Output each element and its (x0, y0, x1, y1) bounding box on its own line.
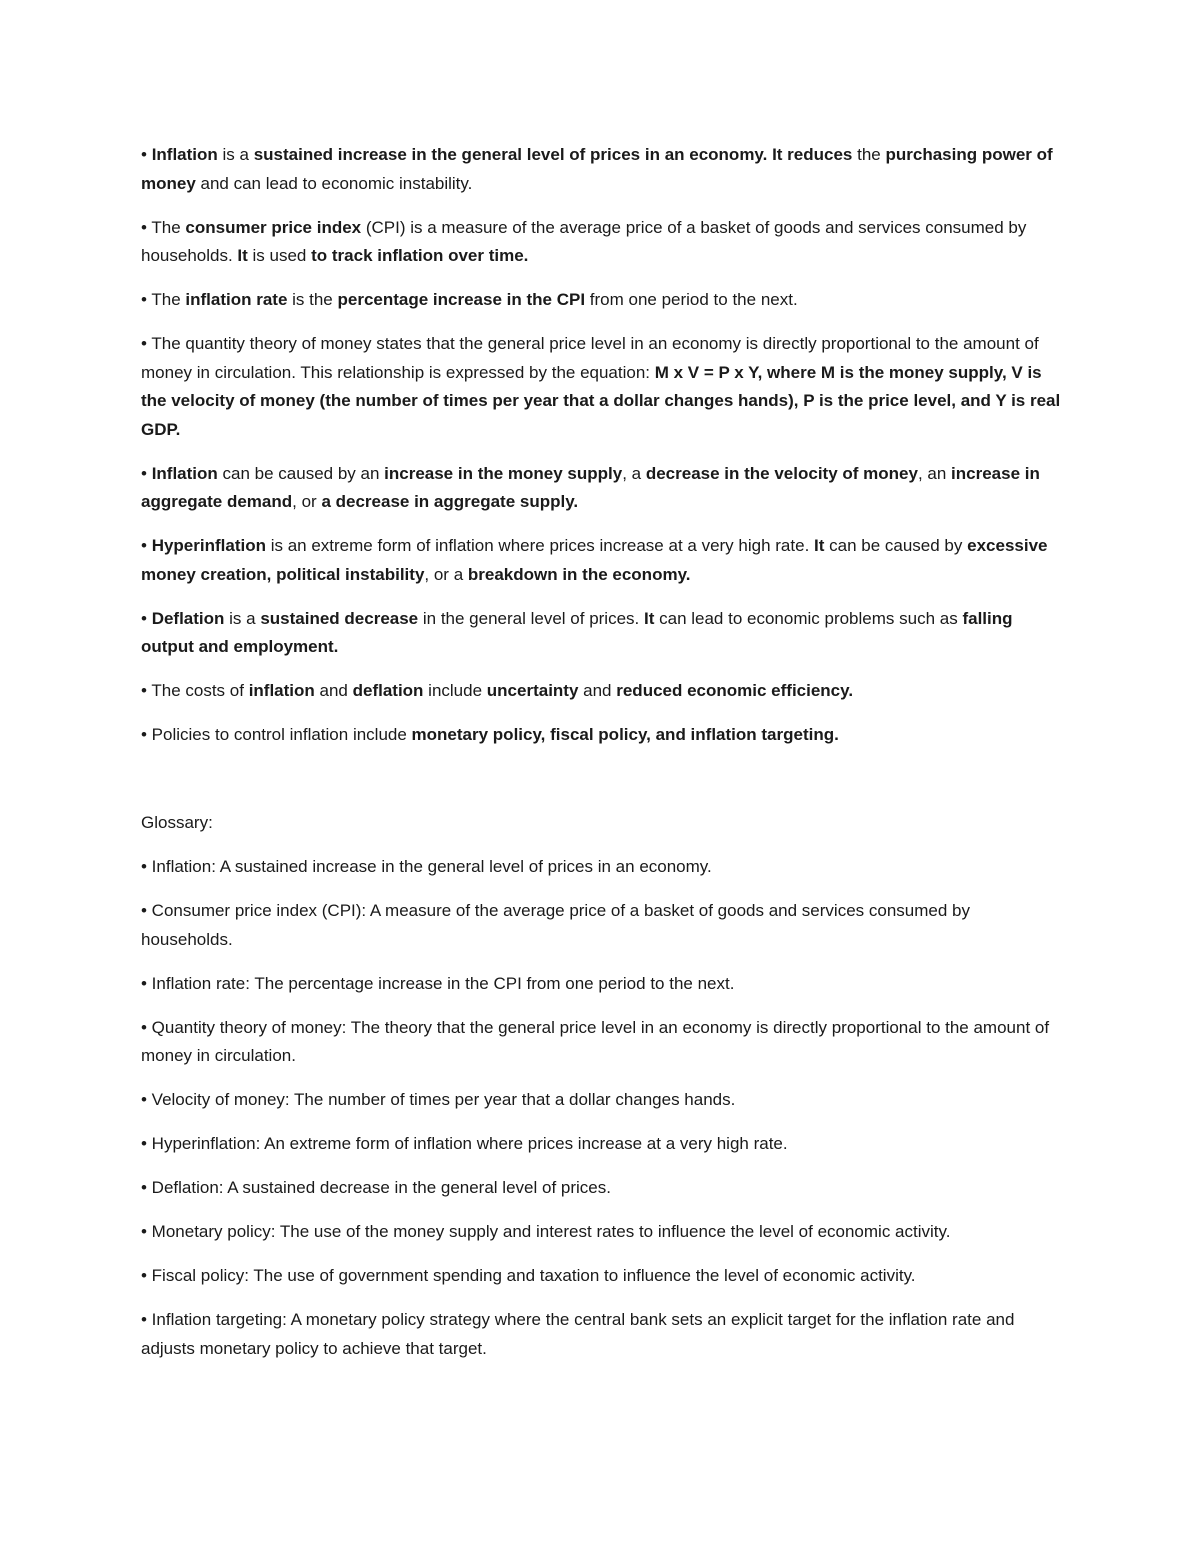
text: , or (292, 492, 322, 511)
text: in the general level of prices. (418, 608, 644, 628)
text: • The (141, 290, 186, 309)
text: is the (287, 290, 338, 309)
text: • Policies to control inflation include (141, 725, 412, 744)
note-paragraph (141, 141, 1061, 198)
glossary-item: • Fiscal policy: The use of government spending and taxation to influence the level of economic activity. (141, 1266, 916, 1285)
text: • (141, 145, 152, 164)
text: • (141, 536, 152, 555)
text: • The (141, 217, 186, 237)
glossary-item: • Monetary policy: The use of the money supply and interest rates to influence the level of economic activity. (141, 1222, 951, 1241)
bold-text: decrease in the velocity of money (645, 463, 918, 483)
text: can be caused by (824, 536, 968, 555)
bold-text: sustained increase in the general level of prices in an economy. It reduces (253, 145, 853, 164)
text: • The costs of (141, 681, 249, 700)
glossary-item: • Inflation targeting: A monetary policy strategy where the central bank sets an explicit target for the inflation rate and adjusts monetary policy to achieve that target. (141, 1310, 1015, 1358)
glossary-item: • Consumer price index (CPI): A measure of the average price of a basket of goods and services consumed by households. (141, 901, 970, 949)
bold-text: inflation rate (185, 290, 288, 309)
bold-text: monetary policy, fiscal policy, and inflation targeting. (411, 725, 839, 744)
bold-text: percentage increase in the CPI (337, 290, 586, 309)
section-spacer (141, 765, 1061, 809)
text: can be caused by an (217, 463, 385, 483)
note-paragraph (141, 721, 1061, 750)
text: and (578, 681, 617, 700)
text: • (141, 463, 152, 483)
text: and (314, 681, 353, 700)
glossary-item: • Quantity theory of money: The theory that the general price level in an economy is directly proportional to the amount of money in circulation. (141, 1017, 1050, 1065)
bold-text: a decrease in aggregate supply. (321, 492, 579, 511)
bold-text: uncertainty (486, 681, 579, 700)
text: from one period to the next. (585, 290, 798, 309)
text: , an (917, 463, 952, 483)
bold-text: increase in aggregate demand (141, 463, 1040, 511)
note-paragraph (141, 532, 1061, 589)
glossary-item: • Deflation: A sustained decrease in the general level of prices. (141, 1178, 611, 1197)
bold-text: reduced economic efficiency. (616, 681, 854, 700)
note-paragraph (141, 605, 1061, 662)
bold-text: to track inflation over time. (311, 246, 529, 265)
note-paragraph (141, 330, 1061, 444)
text: can lead to economic problems such as (654, 608, 963, 628)
text: is an extreme form of inflation where prices increase at a very high rate. (265, 536, 815, 555)
bold-text: deflation (352, 681, 424, 700)
text: and can lead to economic instability. (195, 173, 473, 193)
note-paragraph (141, 677, 1061, 706)
text: is a (224, 608, 261, 628)
glossary-list (141, 853, 1061, 1363)
bold-text: Hyperinflation (151, 536, 266, 555)
glossary-item: • Hyperinflation: An extreme form of inflation where prices increase at a very high rate. (141, 1134, 788, 1153)
notes-section (141, 141, 1061, 750)
bold-text: Inflation (151, 463, 218, 483)
bold-text: increase in the money supply (384, 463, 623, 483)
glossary-heading: Glossary: (141, 813, 213, 832)
text: include (423, 681, 487, 700)
text: • The quantity theory of money states that the general price level in an economy is directly proportional to the amount of money in circulation. This relationship is expressed by the equation: (141, 334, 1039, 382)
glossary-item: • Velocity of money: The number of times per year that a dollar changes hands. (141, 1090, 736, 1109)
bold-text: purchasing power of money (141, 145, 1053, 193)
bold-text: M x V = P x Y, where M is the money supply, V is the velocity of money (the number of times per year that a dollar changes hands), P is the price level, and Y is real GDP. (141, 362, 1061, 439)
bold-text: It (644, 608, 655, 628)
text: , or a (424, 564, 468, 584)
bold-text: It (237, 246, 248, 265)
note-paragraph (141, 460, 1061, 517)
glossary-item: • Inflation rate: The percentage increase in the CPI from one period to the next. (141, 973, 735, 993)
bold-text: breakdown in the economy. (467, 564, 691, 584)
note-paragraph (141, 286, 1061, 315)
bold-text: It (814, 536, 825, 555)
note-paragraph (141, 214, 1061, 271)
glossary-item: • Inflation: A sustained increase in the general level of prices in an economy. (141, 857, 712, 876)
bold-text: Deflation (151, 608, 225, 628)
bold-text: excessive money creation, political instability (141, 536, 1048, 584)
text: the (852, 145, 886, 164)
text: • (141, 608, 152, 628)
document-page (141, 141, 1061, 1379)
text: is a (217, 145, 254, 164)
bold-text: consumer price index (185, 217, 362, 237)
text: (CPI) is a measure of the average price of a basket of goods and services consumed by households. (141, 217, 1027, 265)
bold-text: Inflation (151, 145, 218, 164)
text: , a (622, 463, 646, 483)
text: is used (247, 246, 312, 265)
bold-text: falling output and employment. (141, 608, 1013, 656)
bold-text: sustained decrease (260, 608, 419, 628)
bold-text: inflation (248, 681, 315, 700)
